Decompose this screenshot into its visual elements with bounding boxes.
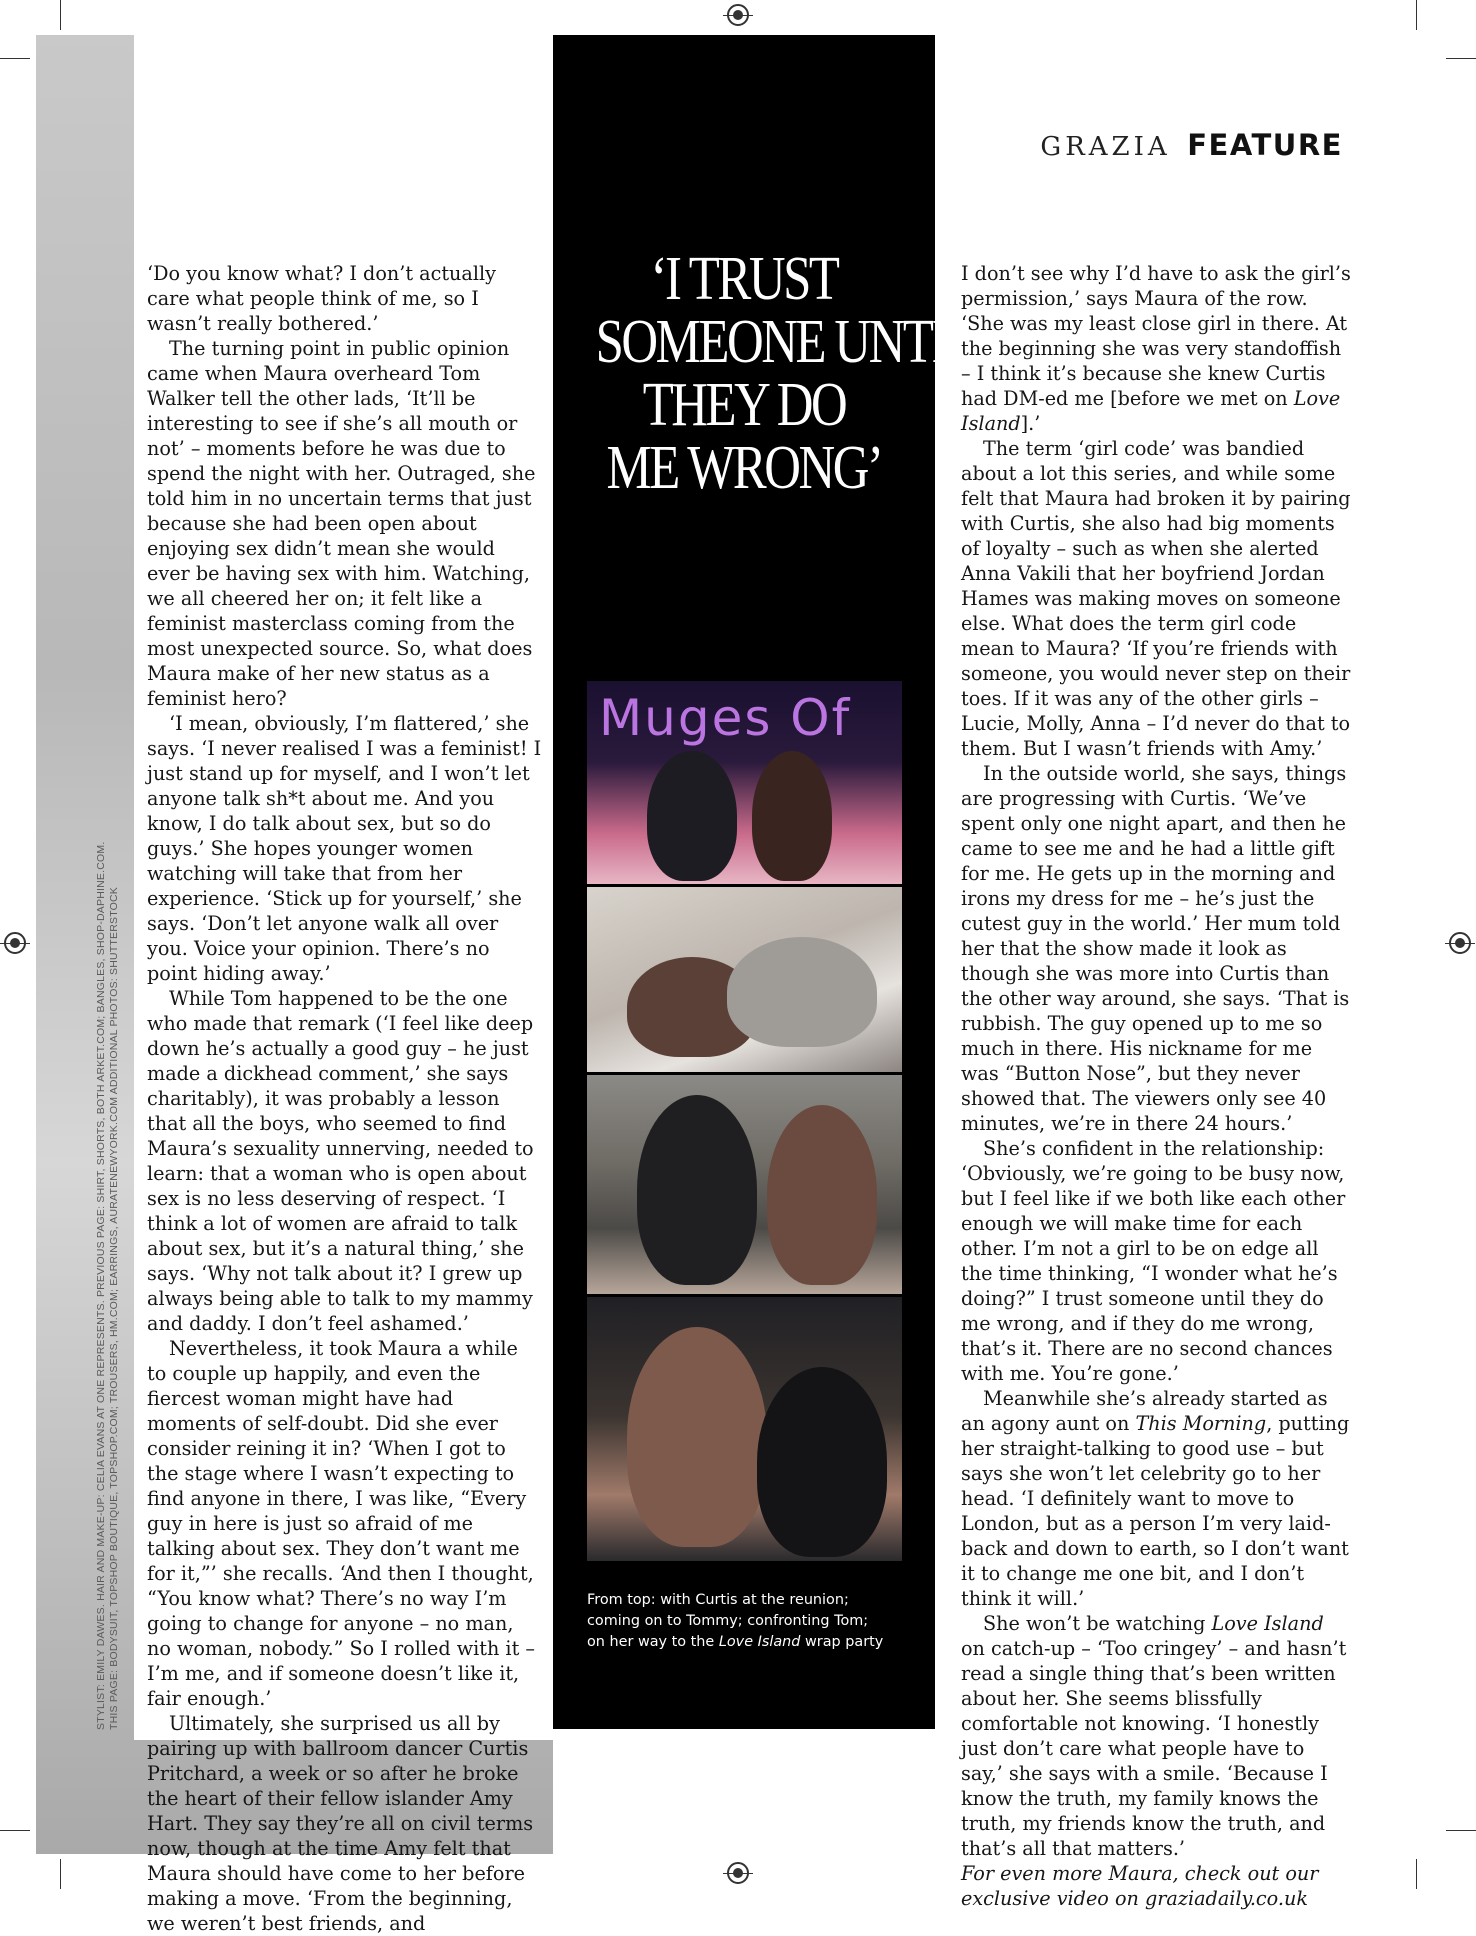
photo-figure [637,1095,757,1285]
sign-off: For even more Maura, check out our exclusive video on graziadaily.co.uk [961,1862,1319,1910]
brand-name: GRAZIA [1040,132,1171,162]
photo-figure [727,937,877,1047]
italic-title: Love Island [961,387,1341,435]
credits-line-1: STYLIST: EMILY DAWES. HAIR AND MAKE-UP: CELIA EVANS AT ONE REPRESENTS. PREVIOUS PAGE: SHIRT, SHORTS, BOTH ARKET.COM; BANGLES, SHOP-DAPHINE.COM. [95,841,107,1730]
paragraph-text: , putting her straight-talking to good use – but says she won’t let celebrity go to her head. ‘I definitely want to move to London, but as a person I’m very laid-back and down to earth, so I don’t want it to change me one bit, and I don’t think it will.’ [961,1412,1350,1610]
paragraph-text: Meanwhile she’s already started as an agony aunt on [961,1387,1328,1435]
pull-quote-line: THEY DO [642,371,846,439]
photo-figure [627,1327,767,1547]
photo-figure [767,1105,877,1285]
photo-figure [757,1367,887,1557]
caption-tail: wrap party [800,1634,884,1650]
registration-mark-icon [1449,932,1471,954]
registration-mark-icon [4,932,26,954]
neon-sign: Muges Of [599,689,852,747]
crop-mark [1416,1859,1417,1889]
paragraph: ‘I mean, obviously, I’m flattered,’ she says. ‘I never realised I was a feminist! I just stand up for myself, and I won’t let anyone talk sh*t about me. And you know, I do talk about sex, but so do guys.’ She hopes younger women watching will take that from her experience. ‘Stick up for yourself,’ she says. ‘Don’t let anyone walk all over you. Voice your opinion. There’s no point hiding away.’ [147,712,542,985]
section-name: FEATURE [1187,128,1343,162]
italic-title: Love Island [1211,1612,1324,1635]
photo-figure [647,751,737,881]
photo-wrap-party [587,1297,902,1561]
pull-quote-line: ME WRONG’ [606,434,882,502]
photo-confronting-tom [587,1075,902,1294]
paragraph-text: on catch-up – ‘Too cringey’ – and hasn’t read a single thing that’s been written about her. She seems blissfully comfortable not knowing. ‘I honestly just don’t care what people have to say,’ she says with a smile. ‘Because I know the truth, my family knows the truth, my friends know the truth, and that’s all that matters.’ [961,1637,1347,1860]
caption-italic: Love Island [718,1634,801,1650]
crop-mark [60,1859,61,1889]
pull-quote-line: ‘I TRUST [650,245,838,313]
paragraph: She’s confident in the relationship: ‘Obviously, we’re going to be busy now, but I feel like if we both like each other enough we will make time for each other. I’m not a girl to be on edge all the time thinking, “I wonder what he’s doing?” I trust someone until they do me wrong, and if they do me wrong, that’s it. There are no second chances with me. You’re gone.’ [961,1137,1346,1385]
credits-line-2: THIS PAGE: BODYSUIT, TOPSHOP BOUTIQUE, TOPSHOP.COM; TROUSERS, HM.COM; EARRINGS, AURATENEWYORK.COM ADDITIONAL PHOTOS: SHUTTERSTOCK [108,887,120,1730]
paragraph-text: I don’t see why I’d have to ask the girl’s permission,’ says Maura of the row. ‘She was my least close girl in there. At the beginning she was very standoffish – I think it’s because she knew Curtis had DM-ed me [before we met on [961,262,1351,410]
photo-figure [752,751,832,881]
paragraph-text: She won’t be watching [983,1612,1212,1635]
paragraph: ‘Do you know what? I don’t actually care what people think of me, so I wasn’t really bothered.’ [147,262,496,335]
crop-mark [1446,1830,1476,1831]
right-article-column [961,261,1351,1911]
caption-text: From top: with Curtis at the reunion; coming on to Tommy; confronting Tom; on her way to the [587,1592,869,1650]
crop-mark [60,0,61,30]
paragraph [961,261,1351,436]
paragraph: Ultimately, she surprised us all by pairing up with ballroom dancer Curtis Pritchard, a week or so after he broke the heart of their fellow islander Amy Hart. They say they’re all on civil terms now, though at the time Amy felt that Maura should have come to her before making a move. ‘From the beginning, we weren’t best friends, and [147,1712,534,1935]
paragraph-text: ].’ [1020,412,1041,435]
registration-mark-icon [727,4,749,26]
photo-coming-on-to-tommy [587,887,902,1072]
section-header [1040,128,1343,163]
paragraph [961,1386,1351,1611]
paragraph: Nevertheless, it took Maura a while to couple up happily, and even the fiercest woman might have had moments of self-doubt. Did she ever consider reining it in? ‘When I got to the stage where I wasn’t expecting to find anyone in there, I was like, “Every guy in here is just so afraid of me talking about sex. They don’t want me for it,”’ she recalls. ‘And then I thought, “You know what? There’s no way I’m going to change for anyone – no man, no woman, nobody.” So I rolled with it – I’m me, and if someone doesn’t like it, fair enough.’ [147,1337,535,1710]
paragraph: While Tom happened to be the one who made that remark (‘I feel like deep down he’s actually a good guy – he just made a dickhead comment,’ she says charitably), it was probably a lesson that all the boys, who seemed to find Maura’s sexuality unnerving, needed to learn: that a woman who is open about sex is no less deserving of respect. ‘I think a lot of women are afraid to talk about sex, but it’s a natural thing,’ she says. ‘Why not talk about it? I grew up always being able to talk to my mammy and daddy. I don’t feel ashamed.’ [147,987,534,1335]
crop-mark [0,58,30,59]
left-article-column [147,261,543,1936]
paragraph [961,1611,1351,1861]
photo-credits [95,841,121,1730]
paragraph: In the outside world, she says, things are progressing with Curtis. ‘We’ve spent only one night apart, and then he came to see me and he had a little gift for me. He gets up in the morning and irons my dress for me – he’s just the cutest guy in the world.’ Her mum told her that the show made it look as though she was more into Curtis than the other way around, she says. ‘That is rubbish. The guy opened up to me so much in there. His nickname for me was “Button Nose”, but they never showed that. The viewers only see 40 minutes, we’re in there 24 hours.’ [961,762,1350,1135]
pull-quote [595,245,975,502]
paragraph: The term ‘girl code’ was bandied about a lot this series, and while some felt that Maura had broken it by pairing with Curtis, she also had big moments of loyalty – such as when she alerted Anna Vakili that her boyfriend Jordan Hames was making moves on someone else. What does the term girl code mean to Maura? ‘If you’re friends with someone, you would never step on their toes. If it was any of the other girls – Lucie, Molly, Anna – I’d never do that to them. But I wasn’t friends with Amy.’ [961,437,1351,760]
italic-title: This Morning [1135,1412,1267,1435]
crop-mark [0,1830,30,1831]
crop-mark [1416,0,1417,30]
photo-caption [587,1590,887,1653]
registration-mark-icon [727,1862,749,1884]
crop-mark [1446,58,1476,59]
pull-quote-line: SOMEONE UNTIL [595,308,975,376]
photo-reunion [587,681,902,884]
paragraph: The turning point in public opinion came when Maura overheard Tom Walker tell the other lads, ‘It’ll be interesting to see if she’s all mouth or not’ – moments before he was due to spend the night with her. Outraged, she told him in no uncertain terms that just because she had been open about enjoying sex didn’t mean she would ever be having sex with him. Watching, we all cheered her on; it felt like a feminist masterclass coming from the most unexpected source. So, what does Maura make of her new status as a feminist hero? [147,337,536,710]
